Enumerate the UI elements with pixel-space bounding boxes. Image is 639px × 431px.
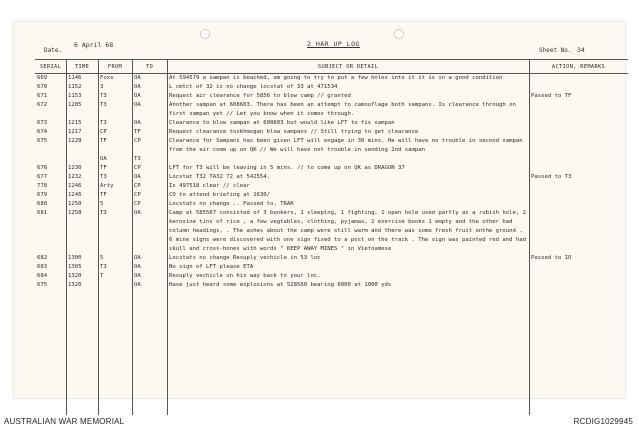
log-cell-from: T3 — [100, 120, 107, 126]
log-cell-to: TF — [134, 129, 141, 135]
log-cell-action — [529, 128, 628, 137]
log-entry-row — [35, 191, 628, 200]
log-cell-from: CP — [100, 129, 107, 135]
date-value: 6 April 68 — [74, 41, 114, 49]
log-cell-time: 1258 — [68, 210, 82, 216]
document-title: 2 HAR UP LOG — [307, 40, 360, 48]
log-cell-subject: Request clearance toxkhmogan blow sampans // Still trying to get clearance — [169, 129, 419, 135]
log-cell-to: OA — [134, 120, 141, 126]
log-cell-to: CP — [134, 192, 141, 198]
log-cell-from: Arty — [100, 183, 114, 189]
log-cell-serial: 669 — [37, 75, 48, 81]
log-entry-row — [35, 83, 628, 92]
log-cell-serial: 672 — [37, 102, 48, 108]
punch-hole-right — [394, 29, 404, 39]
log-entry-row — [35, 119, 628, 128]
log-cell-action: Passed to IO — [531, 255, 572, 261]
log-entry-row — [35, 74, 628, 84]
log-cell-subject: Locstats no change Resuply vechicle in 53 loc — [169, 255, 321, 261]
column-header-serial: SERIAL — [35, 60, 66, 74]
log-cell-from: T3 — [100, 264, 107, 270]
log-cell-action — [529, 272, 628, 281]
log-cell-action — [529, 200, 628, 209]
column-header-action: ACTION, REMARKS — [529, 60, 628, 74]
log-cell-subject: Have just heard some explosions at 528560 bearing 6000 at 1000 yds — [169, 282, 392, 288]
column-header-subject: SUBJECT OR DETAIL — [167, 60, 529, 74]
punch-hole-left — [200, 29, 210, 39]
log-cell-time: 1320 — [68, 273, 82, 279]
log-cell-from: TF — [100, 165, 107, 171]
log-cell-action — [529, 182, 628, 191]
log-cell-from: TF — [100, 138, 107, 144]
log-cell-subject: L cmtct of 32 is no change locstat of 33 at 471534 — [169, 84, 338, 90]
log-cell-to: OA — [134, 84, 141, 90]
column-header-from: FROM — [98, 60, 132, 74]
log-cell-from: T3 — [100, 174, 107, 180]
log-cell-subject: Another sampan at 608603. There has been an attempt to camouflage both sampans. Is clearance through on first sampan yet // Let you know when it comes through. — [169, 102, 516, 117]
log-cell-subject: Locstat T32 TA32 72 at 542554. — [169, 174, 271, 180]
log-cell-subject: At 594579 a sampan is beached, am going to try to put a few holes into it it is in a good condition — [169, 75, 503, 81]
log-cell-time: 1215 — [68, 120, 82, 126]
log-entry-row — [35, 164, 628, 173]
log-entry-row — [35, 209, 628, 254]
log-cell-from: T — [100, 273, 104, 279]
log-cell-from: Foxs — [100, 75, 114, 81]
sheet-label: Sheet No. — [539, 47, 572, 54]
log-entry-row — [35, 155, 628, 164]
log-cell-serial: 680 — [37, 201, 48, 207]
log-cell-time: 1152 — [68, 84, 82, 90]
log-cell-from: TF — [100, 192, 107, 198]
log-cell-action — [529, 281, 628, 290]
log-cell-action — [529, 83, 628, 92]
log-cell-action — [529, 191, 628, 200]
log-cell-from — [98, 281, 132, 290]
log-cell-subject: Is 497518 clear // clear — [169, 183, 250, 189]
log-cell-serial: 677 — [37, 174, 48, 180]
log-cell-to: OA — [134, 75, 141, 81]
date-label: Date. — [44, 47, 63, 54]
log-cell-serial: 676 — [37, 165, 48, 171]
log-cell-subject: Locstats no change .. Passed to, TRAR — [169, 201, 294, 207]
log-cell-subject: Clearance for Sampans has been given LFT will engage in 30 mins. He will have no trouble in second sampan from the air come up on QK // We will have not trouble in sending 2nd sampan — [169, 138, 523, 153]
log-header-row — [35, 60, 628, 74]
log-entry-row — [35, 137, 628, 155]
log-cell-serial — [35, 155, 66, 164]
log-entry-row — [35, 281, 628, 290]
log-cell-subject: No sign of LFT please ETA — [169, 264, 254, 270]
log-cell-action — [529, 209, 628, 254]
log-cell-serial: 682 — [37, 255, 48, 261]
log-cell-subject: Request air clearance for 5856 to blow camp // granted — [169, 93, 351, 99]
log-cell-serial: 673 — [37, 120, 48, 126]
log-cell-action — [529, 137, 628, 155]
log-cell-serial: 671 — [37, 93, 48, 99]
log-cell-serial: 778 — [37, 183, 48, 189]
log-cell-serial: 675 — [37, 138, 48, 144]
log-cell-to: OA — [134, 282, 141, 288]
log-cell-from: T3 — [100, 102, 107, 108]
log-cell-from: OA — [100, 156, 107, 162]
log-cell-time: 1153 — [68, 93, 82, 99]
log-entry-row — [35, 200, 628, 209]
log-cell-action — [529, 74, 628, 84]
log-cell-time — [66, 155, 98, 164]
log-cell-to: T3 — [134, 156, 141, 162]
log-cell-time: 1246 — [68, 183, 82, 189]
column-header-time: TIME — [66, 60, 98, 74]
log-cell-action — [529, 263, 628, 272]
log-cell-to: OA — [134, 102, 141, 108]
log-cell-time: 1146 — [68, 75, 82, 81]
column-header-to: TO — [132, 60, 167, 74]
log-table — [35, 59, 628, 290]
log-cell-serial: 670 — [37, 84, 48, 90]
log-entry-row — [35, 272, 628, 281]
log-cell-from: 5 — [100, 201, 104, 207]
log-cell-time: 1217 — [68, 129, 82, 135]
log-cell-from: T3 — [100, 210, 107, 216]
log-cell-serial: 675 — [37, 282, 48, 288]
log-cell-to: CP — [134, 183, 141, 189]
log-cell-time: 1250 — [68, 201, 82, 207]
log-cell-action — [529, 164, 628, 173]
log-sheet — [14, 22, 625, 398]
log-cell-serial: 679 — [37, 192, 48, 198]
log-cell-to: OA — [134, 210, 141, 216]
log-cell-to: OA — [134, 93, 141, 99]
log-cell-serial: 681 — [37, 210, 48, 216]
log-cell-time: 1246 — [68, 192, 82, 198]
log-cell-time: 1300 — [68, 255, 82, 261]
log-cell-to: CP — [134, 201, 141, 207]
log-cell-serial: 684 — [37, 273, 48, 279]
log-cell-action: Passed to T3 — [531, 174, 572, 180]
log-cell-to: OA — [134, 273, 141, 279]
log-cell-action — [529, 119, 628, 128]
log-entry-row — [35, 173, 628, 182]
log-cell-subject: Resuply vechicle on his way back to your loc. — [169, 273, 321, 279]
log-cell-action — [529, 101, 628, 119]
log-cell-to: OA — [134, 255, 141, 261]
log-cell-time: 1230 — [68, 165, 82, 171]
log-cell-time: 1232 — [68, 174, 82, 180]
log-entry-row — [35, 128, 628, 137]
log-cell-from: T3 — [100, 93, 107, 99]
log-cell-subject: Clearance to blow sampan at 608603 but would like LFT to fix sampan — [169, 120, 395, 126]
log-cell-time: 1228 — [68, 138, 82, 144]
log-cell-serial: 683 — [37, 264, 48, 270]
log-cell-subject — [167, 155, 529, 164]
log-cell-time: 1305 — [68, 264, 82, 270]
log-cell-subject: Camp at 585567 consisted of 3 bunkers, 1 sleeping, 1 fighting, 1 open hole used partly as a rubish hole, 2 kerosine tins of rice , a few vegtables, clothing, pyjamas, 2 exercise books 1 empty and the other had column headings, . The ashes about the camp were still warm and there was some fresh fruit onthe ground . 6 mine signs were discovered with one sign fixed to a post on the track . The sign was painted red and had skull and cross-bones with words " KEEP AWAY MINES " in Vietnamese — [169, 210, 526, 252]
sheet-number: 34 — [577, 46, 585, 54]
log-entry-row — [35, 254, 628, 263]
log-cell-to: CP — [134, 138, 141, 144]
log-cell-serial: 674 — [37, 129, 48, 135]
archive-reference: RCDIG1029945 — [573, 417, 633, 426]
log-entry-row — [35, 101, 628, 119]
log-entry-row — [35, 263, 628, 272]
log-entry-row — [35, 182, 628, 191]
log-cell-time: 1320 — [68, 282, 82, 288]
log-cell-action: Passed to TF — [531, 93, 572, 99]
log-cell-from: 3 — [100, 84, 104, 90]
archive-credit: AUSTRALIAN WAR MEMORIAL — [4, 417, 125, 426]
log-cell-subject: LFT for T3 will be leaving in 5 mins. // to come up on QK as DRAGON 37 — [169, 165, 405, 171]
log-entry-row — [35, 92, 628, 101]
log-cell-from: 5 — [100, 255, 104, 261]
log-cell-subject: CO to attend briefing at 1630/ — [169, 192, 271, 198]
log-cell-to: OA — [134, 174, 141, 180]
log-cell-time: 1205 — [68, 102, 82, 108]
log-cell-to: CP — [134, 165, 141, 171]
log-cell-to: OA — [134, 264, 141, 270]
log-cell-action — [529, 155, 628, 164]
